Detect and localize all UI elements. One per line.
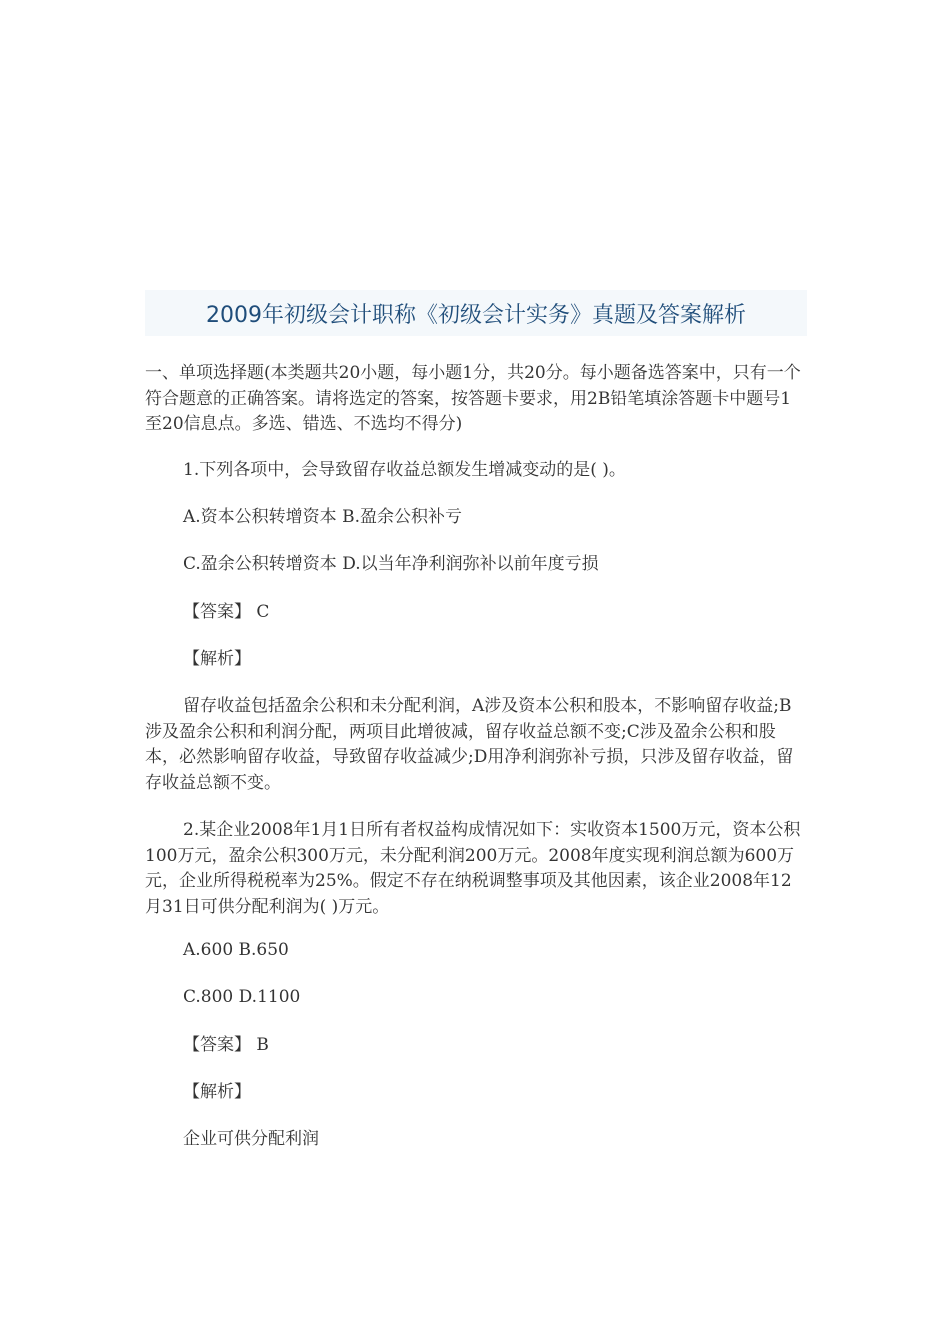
section-intro: 一、单项选择题(本类题共20小题，每小题1分，共20分。每小题备选答案中，只有一个符合题意的正确答案。请将选定的答案，按答题卡要求，用2B铅笔填涂答题卡中题号1至20信息点。多选、错选、不选均不得分)	[145, 363, 801, 434]
q1-options-ab: A.资本公积转增资本 B.盈余公积补亏	[183, 507, 462, 527]
q2-analysis-start: 企业可供分配利润	[183, 1129, 319, 1149]
q1-answer: 【答案】 C	[183, 602, 270, 622]
q2-answer: 【答案】 B	[183, 1035, 269, 1055]
q2-options-cd: C.800 D.1100	[183, 987, 301, 1007]
q1-stem: 1.下列各项中，会导致留存收益总额发生增减变动的是( )。	[183, 460, 626, 480]
q2-analysis-label: 【解析】	[183, 1082, 251, 1102]
title-banner	[145, 290, 807, 336]
q2-options-ab: A.600 B.650	[183, 940, 289, 960]
q2-stem: 2.某企业2008年1月1日所有者权益构成情况如下：实收资本1500万元，资本公积100万元，盈余公积300万元，未分配利润200万元。2008年度实现利润总额为600万元，企业所得税税率为25%。假定不存在纳税调整事项及其他因素，该企业2008年12月31日可供分配利润为( )万元。	[145, 820, 801, 917]
document-title: 2009年初级会计职称《初级会计实务》真题及答案解析	[206, 302, 746, 328]
q1-options-cd: C.盈余公积转增资本 D.以当年净利润弥补以前年度亏损	[183, 554, 599, 574]
q1-analysis: 留存收益包括盈余公积和未分配利润，A涉及资本公积和股本，不影响留存收益;B涉及盈余公积和利润分配，两项目此增彼减，留存收益总额不变;C涉及盈余公积和股本，必然影响留存收益，导致留存收益减少;D用净利润弥补亏损，只涉及留存收益，留存收益总额不变。	[145, 696, 794, 793]
q1-analysis-label: 【解析】	[183, 649, 251, 669]
